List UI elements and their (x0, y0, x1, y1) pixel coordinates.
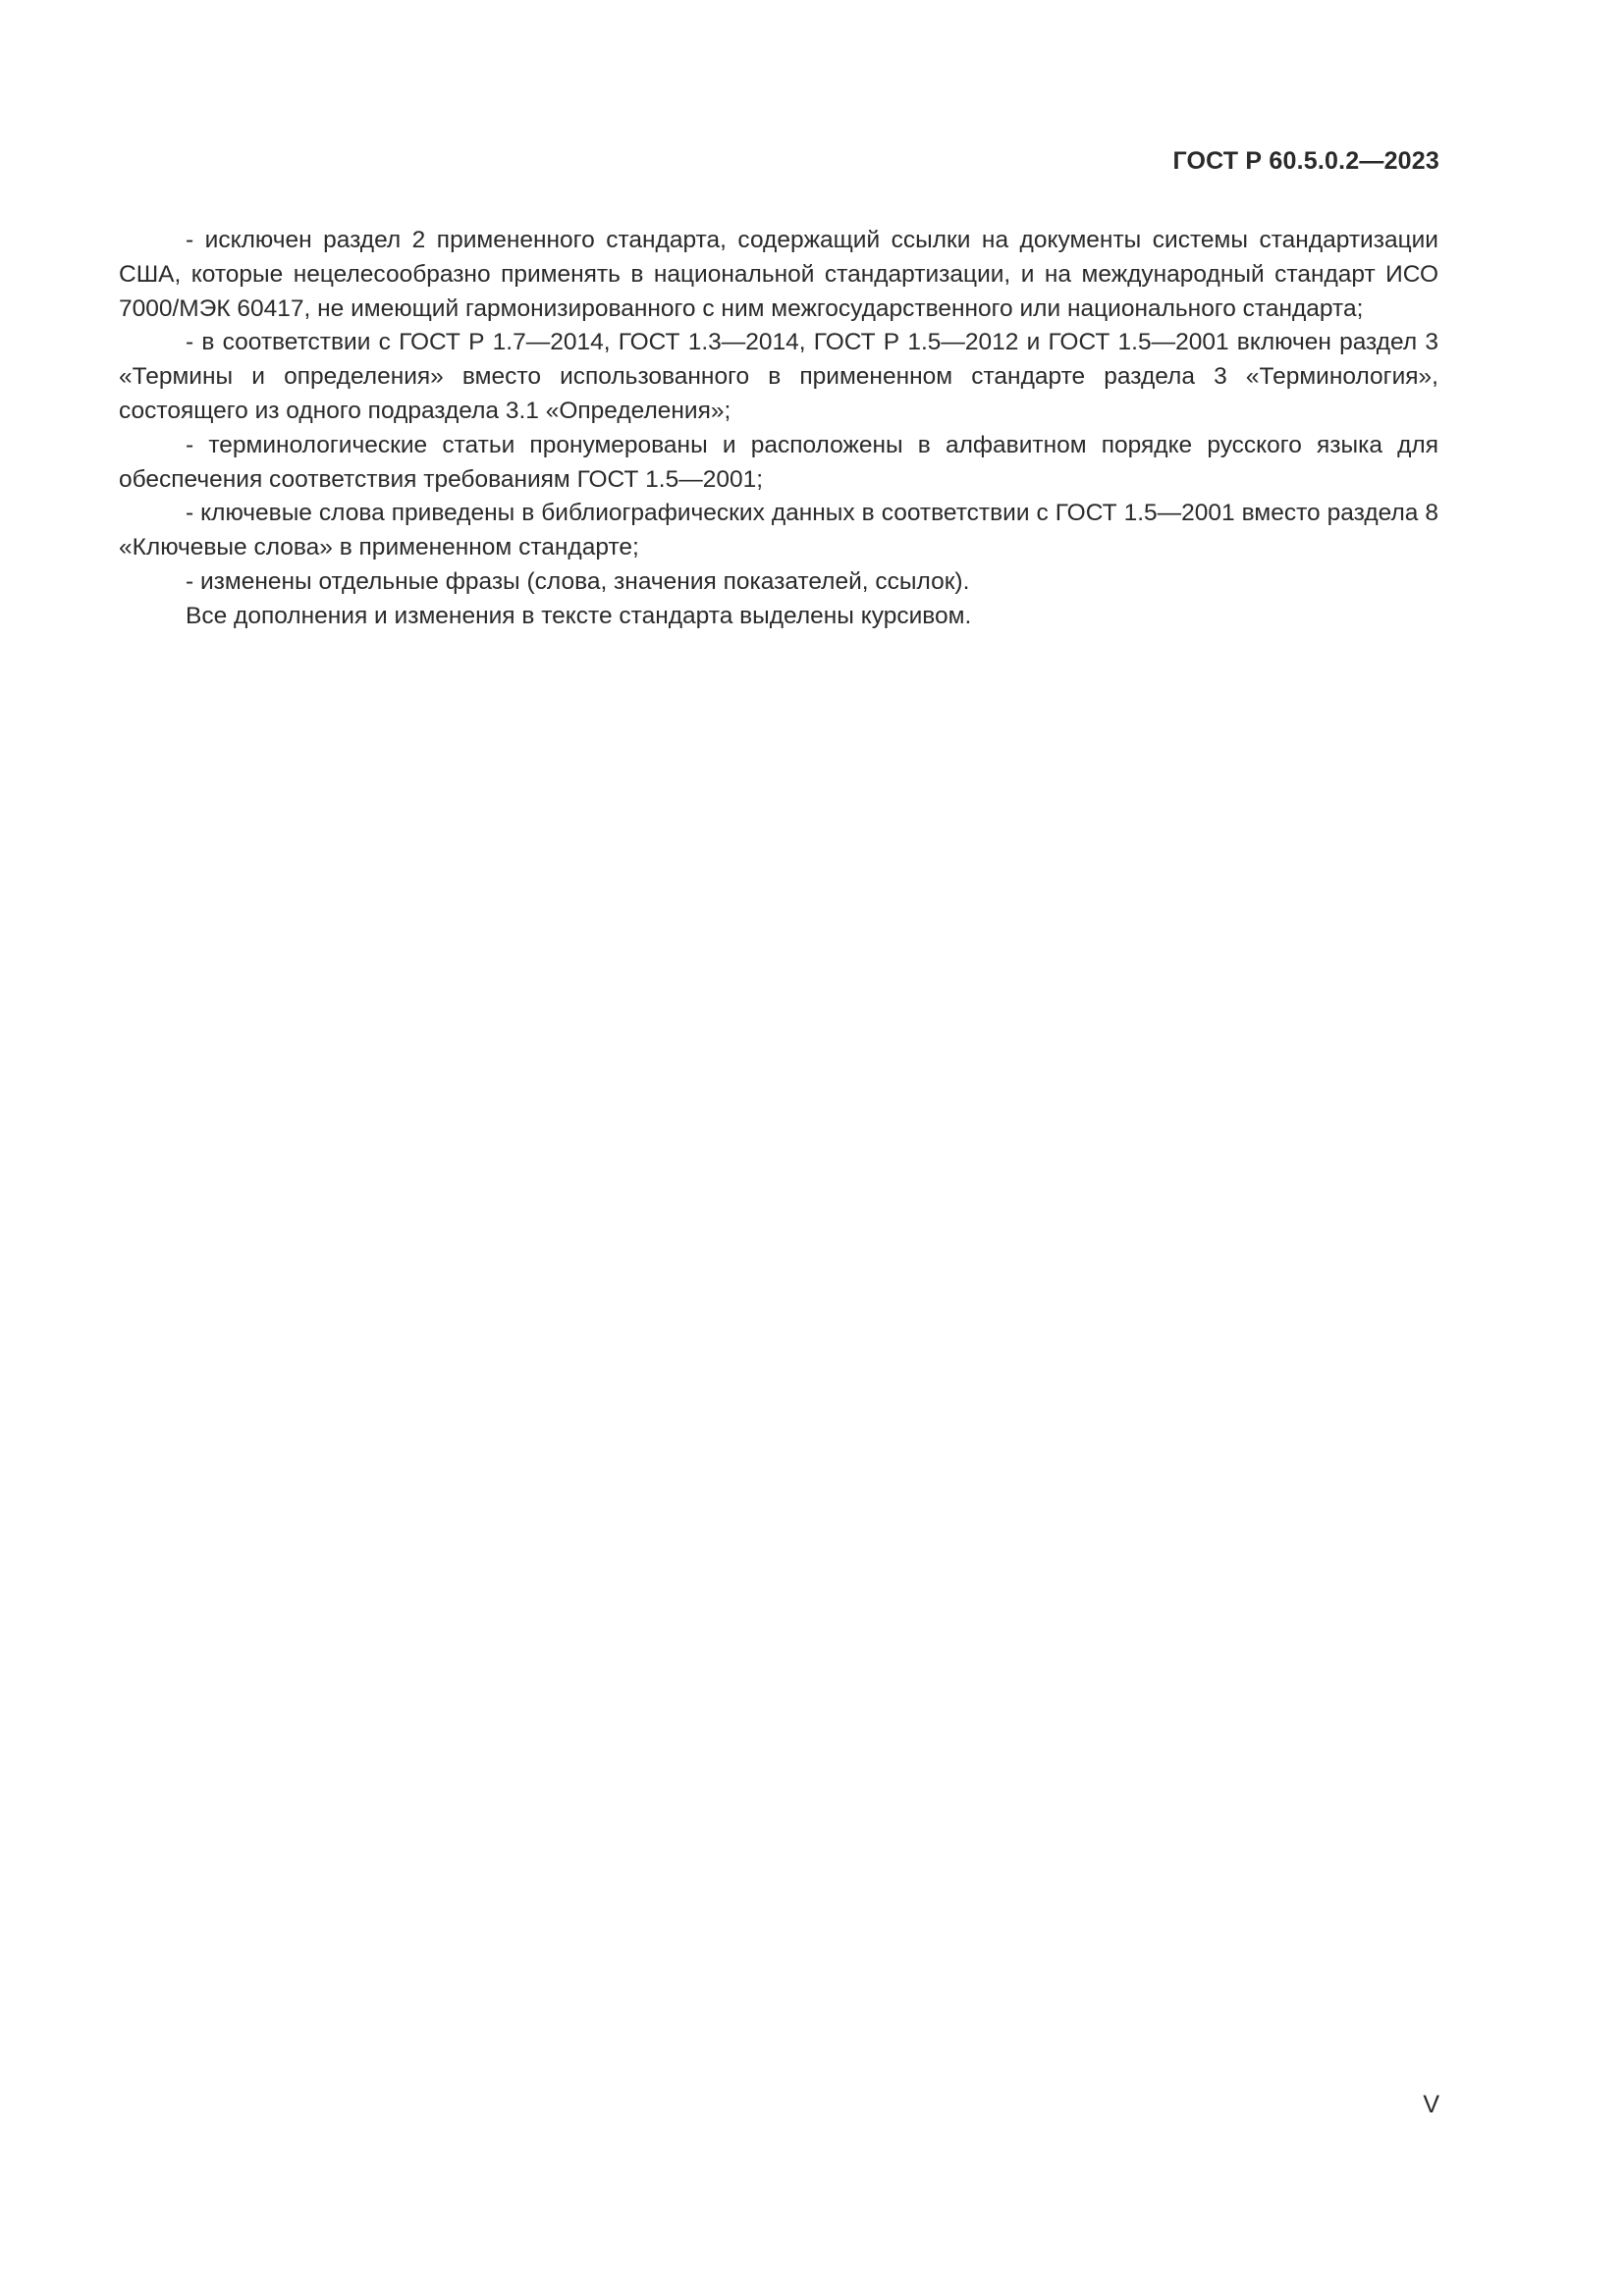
paragraph-item-4: - ключевые слова приведены в библиографических данных в соответствии с ГОСТ 1.5—2001 вместо раздела 8 «Ключевые слова» в примененном стандарте; (119, 500, 1438, 561)
page-number: V (1423, 2091, 1439, 2118)
paragraph-item-1: - исключен раздел 2 примененного стандарта, содержащий ссылки на документы системы стандартизации США, которые нецелесообразно применять в национальной стандартизации, и на международный стандарт ИСО 7000/МЭК 60417, не имеющий гармонизированного с ним межгосударственного или национального стандарта; (119, 227, 1438, 322)
paragraph-closing: Все дополнения и изменения в тексте стандарта выделены курсивом. (186, 602, 972, 629)
document-code-header: ГОСТ Р 60.5.0.2—2023 (1172, 147, 1439, 175)
paragraph-item-5: - изменены отдельные фразы (слова, значения показателей, ссылок). (186, 567, 970, 595)
body-text (119, 224, 1438, 634)
paragraph-item-3: - терминологические статьи пронумерованы и расположены в алфавитном порядке русского языка для обеспечения соответствия требованиям ГОСТ 1.5—2001; (119, 431, 1438, 493)
paragraph-item-2: - в соответствии с ГОСТ Р 1.7—2014, ГОСТ 1.3—2014, ГОСТ Р 1.5—2012 и ГОСТ 1.5—2001 включен раздел 3 «Термины и определения» вместо использованного в примененном стандарте раздела 3 «Терминология», состоящего из одного подраздела 3.1 «Определения»; (119, 329, 1438, 424)
